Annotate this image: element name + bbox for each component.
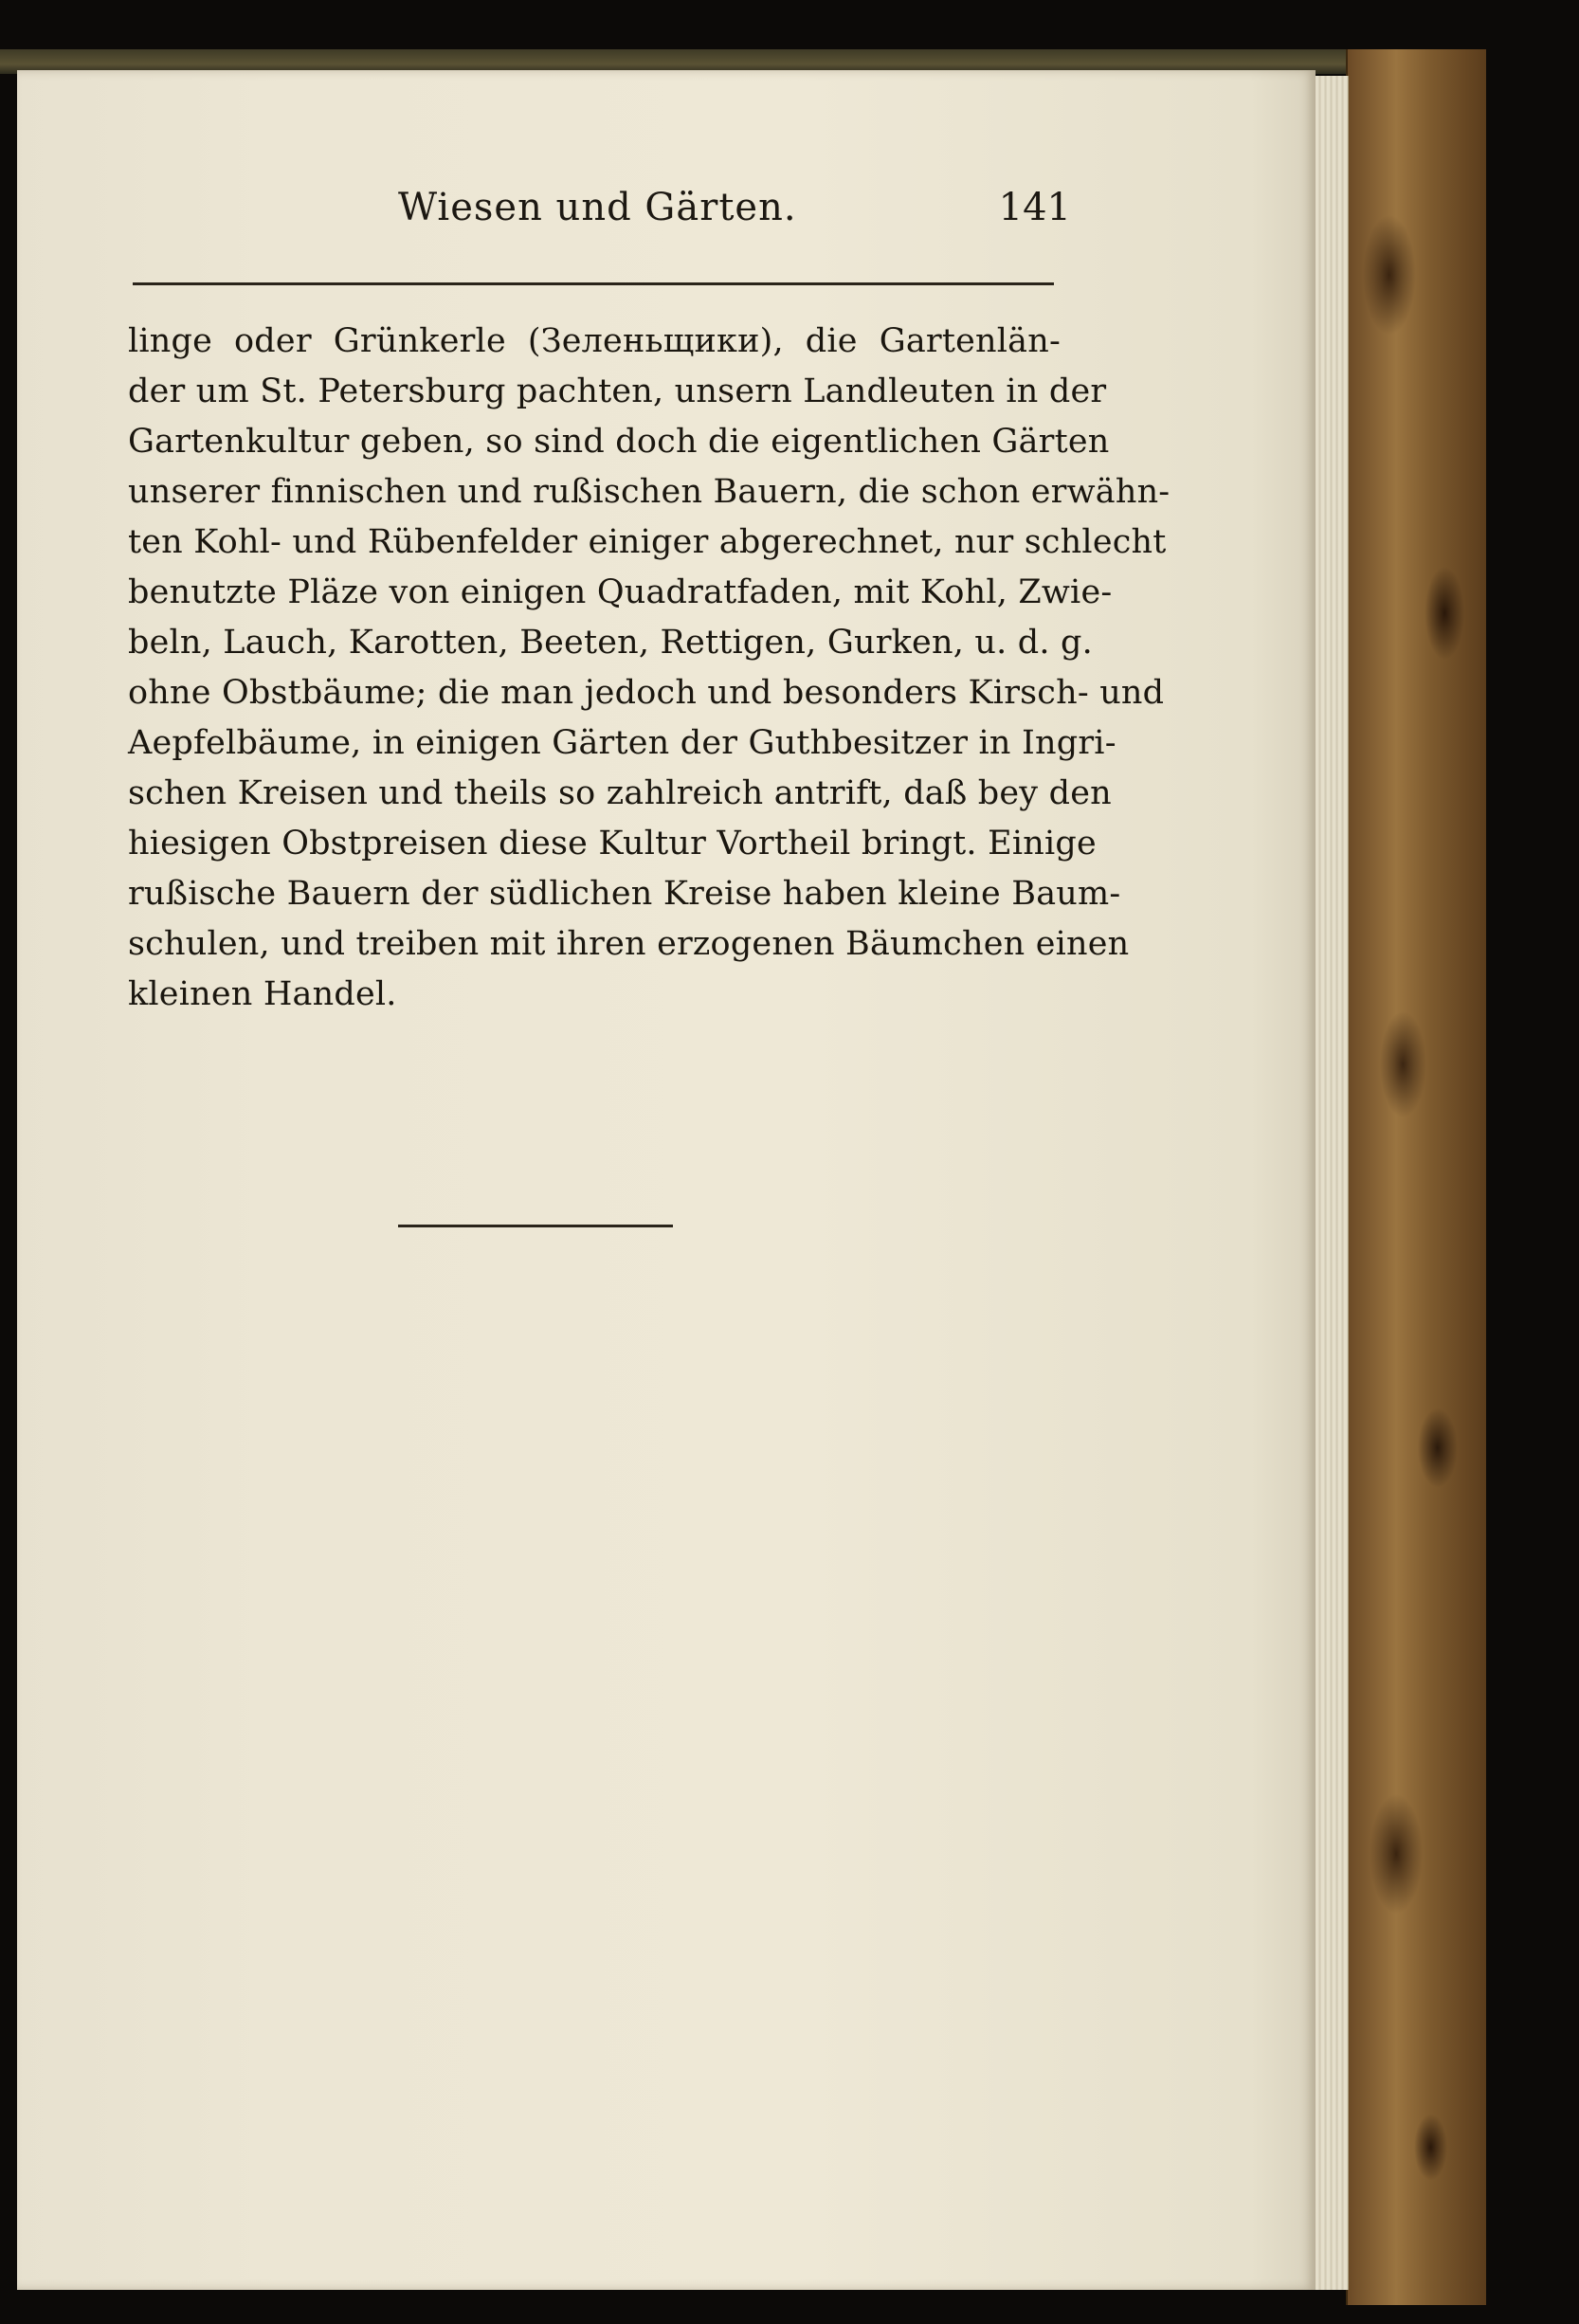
text-line: benutzte Pläze von einigen Quadratfaden, mit Kohl, Zwie‑ [128,573,1113,611]
text-line: schen Kreisen und theils so zahlreich antrift, daß bey den [128,774,1112,812]
running-head: Wiesen und Gärten. [398,186,797,229]
section-end-rule [398,1225,673,1227]
body-text [128,317,1171,1020]
page-number: 141 [998,186,1071,229]
text-line: schulen, und treiben mit ihren erzogenen Bäumchen einen [128,925,1130,963]
marbled-cover-edge [1346,49,1486,2305]
page-leaves-edge [1316,76,1349,2290]
text-line: beln, Lauch, Karotten, Beeten, Rettigen, Gurken, u. d. g. [128,624,1093,662]
text-line: hiesigen Obstpreisen diese Kultur Vortheil bringt. Einige [128,825,1097,862]
text-line: Gartenkultur geben, so sind doch die eigentlichen Gärten [128,423,1110,461]
text-line: linge oder Grünkerle (Зеленьщики), die Gartenlän‑ [128,322,1061,360]
text-line: Aepfelbäume, in einigen Gärten der Guthbesitzer in Ingri‑ [128,724,1116,762]
text-line: der um St. Petersburg pachten, unsern Landleuten in der [128,372,1107,410]
header-rule [133,282,1054,285]
text-line: rußische Bauern der südlichen Kreise haben kleine Baum‑ [128,875,1121,913]
page-header [114,186,1071,243]
text-line: ten Kohl‑ und Rübenfelder einiger abgerechnet, nur schlecht [128,523,1167,561]
text-line: kleinen Handel. [128,975,397,1013]
text-line: unserer finnischen und rußischen Bauern, die schon erwähn‑ [128,473,1171,511]
text-line: ohne Obstbäume; die man jedoch und besonders Kirsch‑ und [128,674,1165,712]
